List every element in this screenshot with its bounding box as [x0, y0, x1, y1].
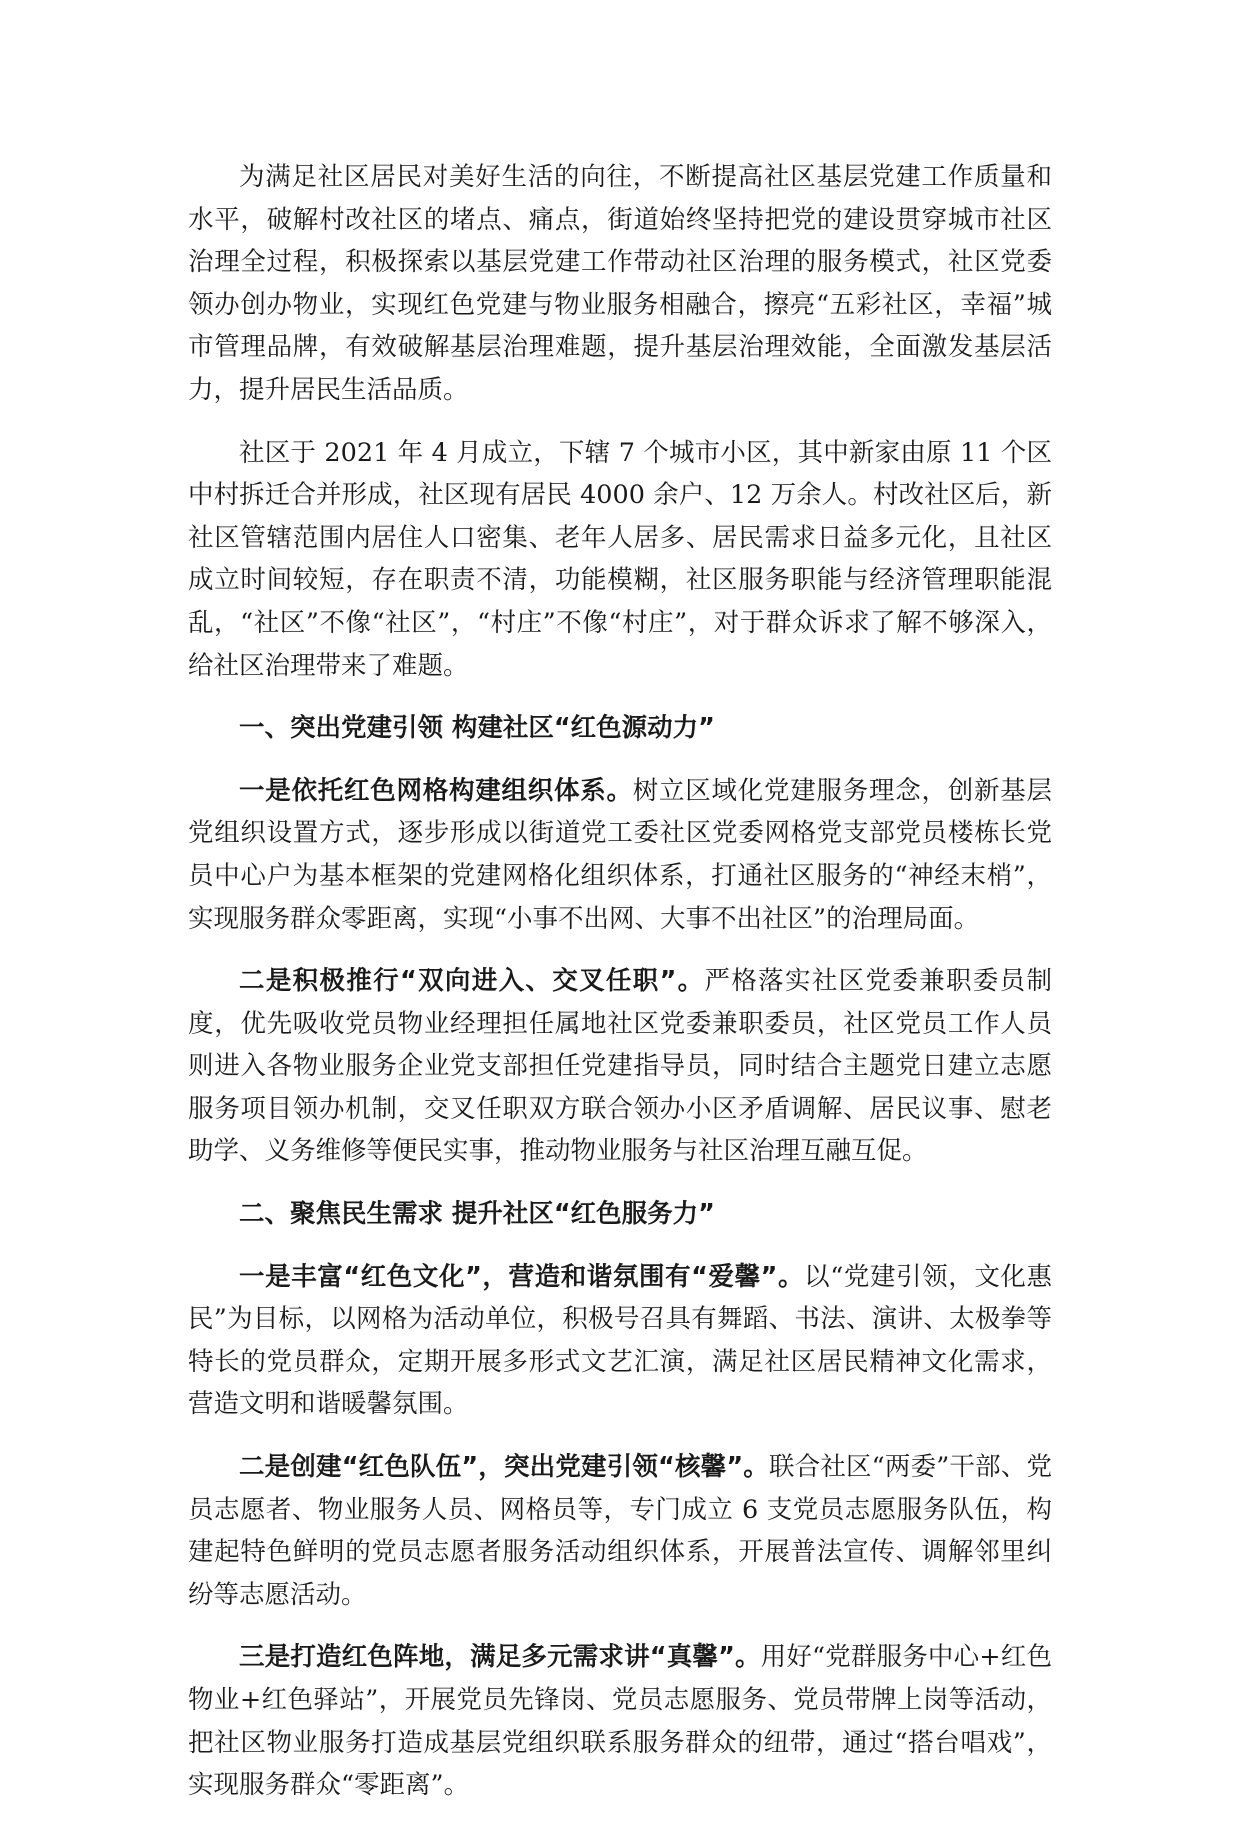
- section-1-item-2-lead: 二是积极推行“双向进入、交叉任职”。: [239, 966, 705, 997]
- section-2-item-1: [188, 1256, 1052, 1426]
- section-1-item-1: [188, 770, 1052, 940]
- section-2-item-3-text: 用好“党群服务中心+红色物业+红色驿站”，开展党员先锋岗、党员志愿服务、党员带牌上岗等活动，把社区物业服务打造成基层党组织联系服务群众的纽带，通过“搭台唱戏”，实现服务群众“零距离”。: [188, 1642, 1052, 1801]
- section-2-item-2: [188, 1446, 1052, 1616]
- section-2-item-3: [188, 1636, 1052, 1806]
- section-1-item-2-text: 严格落实社区党委兼职委员制度，优先吸收党员物业经理担任属地社区党委兼职委员，社区党员工作人员则进入各物业服务企业党支部担任党建指导员，同时结合主题党日建立志愿服务项目领办机制，交叉任职双方联合领办小区矛盾调解、居民议事、慰老助学、义务维修等便民实事，推动物业服务与社区治理互融互促。: [188, 966, 1052, 1167]
- section-heading-2: 二、聚焦民生需求 提升社区“红色服务力”: [239, 1199, 715, 1230]
- section-1-item-1-text: 树立区域化党建服务理念，创新基层党组织设置方式，逐步形成以街道党工委社区党委网格党支部党员楼栋长党员中心户为基本框架的党建网格化组织体系，打通社区服务的“神经末梢”，实现服务群众零距离，实现“小事不出网、大事不出社区”的治理局面。: [188, 775, 1052, 934]
- document-page: [188, 156, 1052, 1827]
- section-2-item-2-lead: 二是创建“红色队伍”，突出党建引领“核馨”。: [239, 1452, 769, 1483]
- section-1-item-1-lead: 一是依托红色网格构建组织体系。: [239, 775, 633, 806]
- section-1-item-2: [188, 960, 1052, 1173]
- intro-paragraph-2: 社区于 2021 年 4 月成立，下辖 7 个城市小区，其中新家由原 11 个区中村拆迁合并形成，社区现有居民 4000 余户、12 万余人。村改社区后，新社区管辖范围内居住人口密集、老年人居多、居民需求日益多元化，且社区成立时间较短，存在职责不清，功能模糊，社区服务职能与经济管理职能混乱，“社区”不像“社区”，“村庄”不像“村庄”，对于群众诉求了解不够深入，给社区治理带来了难题。: [188, 437, 1052, 681]
- section-2-item-2-text: 联合社区“两委”干部、党员志愿者、物业服务人员、网格员等，专门成立 6 支党员志愿服务队伍，构建起特色鲜明的党员志愿者服务活动组织体系，开展普法宣传、调解邻里纠纷等志愿活动。: [188, 1452, 1053, 1610]
- intro-paragraph-1: 为满足社区居民对美好生活的向往，不断提高社区基层党建工作质量和水平，破解村改社区的堵点、痛点，街道始终坚持把党的建设贯穿城市社区治理全过程，积极探索以基层党建工作带动社区治理的服务模式，社区党委领办创办物业，实现红色党建与物业服务相融合，擦亮“五彩社区，幸福”城市管理品牌，有效破解基层治理难题，提升基层治理效能，全面激发基层活力，提升居民生活品质。: [188, 162, 1052, 405]
- section-heading-1: 一、突出党建引领 构建社区“红色源动力”: [239, 713, 715, 744]
- section-2-item-3-lead: 三是打造红色阵地，满足多元需求讲“真馨”。: [239, 1642, 761, 1673]
- section-2-item-1-lead: 一是丰富“红色文化”，营造和谐氛围有“爱馨”。: [239, 1261, 805, 1292]
- section-2-item-1-text: 以“党建引领，文化惠民”为目标，以网格为活动单位，积极号召具有舞蹈、书法、演讲、太极拳等特长的党员群众，定期开展多形式文艺汇演，满足社区居民精神文化需求，营造文明和谐暖馨氛围。: [188, 1261, 1052, 1420]
